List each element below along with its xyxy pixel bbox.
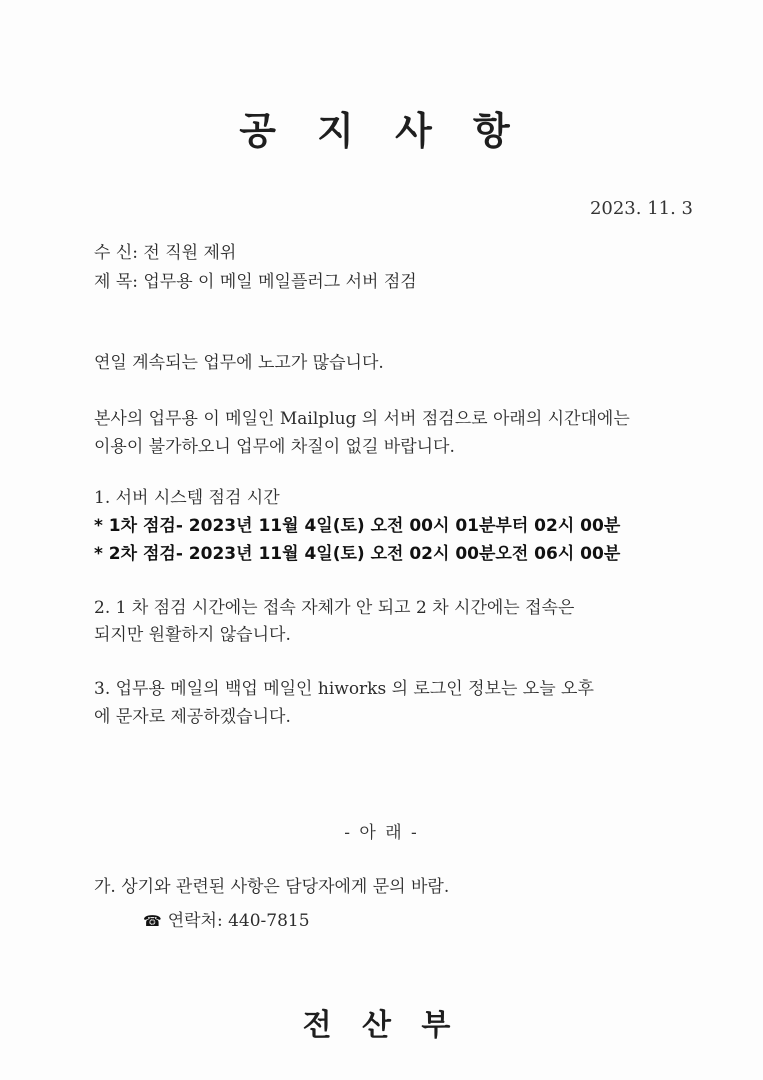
section1-heading: 1. 서버 시스템 점검 시간	[94, 488, 280, 508]
schedule-item-2: * 2차 점검- 2023년 11월 4일(토) 오전 02시 00분오전 06시 00분	[94, 544, 621, 564]
section3-line-2: 에 문자로 제공하겠습니다.	[94, 707, 291, 727]
section2-line-2: 되지만 원활하지 않습니다.	[94, 625, 291, 645]
below-heading: - 아 래 -	[344, 823, 419, 843]
document-title: 공 지 사 항	[239, 108, 524, 153]
department-signature: 전 산 부	[302, 1008, 461, 1043]
inquiry-note: 가. 상기와 관련된 사항은 담당자에게 문의 바람.	[94, 877, 450, 897]
greeting-line: 연일 계속되는 업무에 노고가 많습니다.	[94, 353, 384, 373]
subject-line: 제 목: 업무용 이 메일 메일플러그 서버 점검	[94, 272, 417, 292]
section2-line-1: 2. 1 차 점검 시간에는 접속 자체가 안 되고 2 차 시간에는 접속은	[94, 598, 575, 618]
intro-line-1: 본사의 업무용 이 메일인 Mailplug 의 서버 점검으로 아래의 시간대에는	[94, 409, 630, 429]
schedule-item-1: * 1차 점검- 2023년 11월 4일(토) 오전 00시 01분부터 02시 00분	[94, 516, 621, 536]
recipient-line: 수 신: 전 직원 제위	[94, 243, 237, 263]
document-date: 2023. 11. 3	[589, 198, 693, 219]
section3-line-1: 3. 업무용 메일의 백업 메일인 hiworks 의 로그인 정보는 오늘 오후	[94, 679, 594, 699]
phone-icon: ☎	[143, 912, 162, 930]
intro-line-2: 이용이 불가하오니 업무에 차질이 없길 바랍니다.	[94, 437, 455, 457]
contact-text: 연락처: 440-7815	[167, 911, 310, 931]
contact-line	[143, 906, 310, 931]
